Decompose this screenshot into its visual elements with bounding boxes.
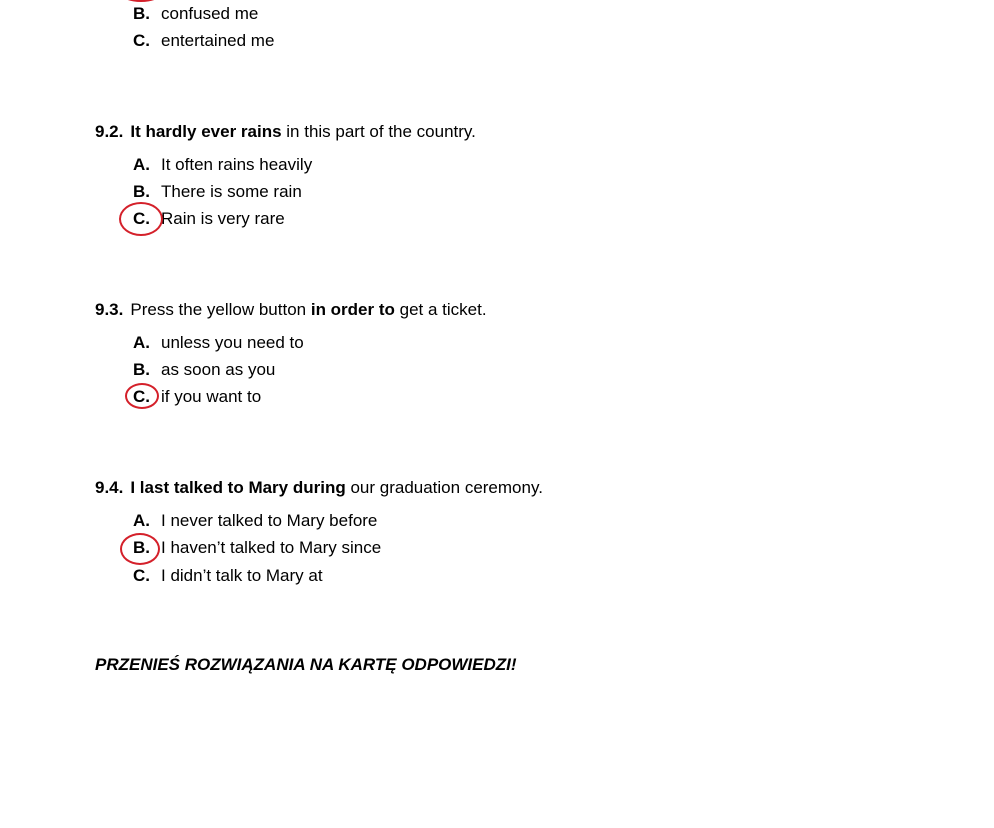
option-text: entertained me [161,31,275,50]
question-number: 9.2. [95,122,124,141]
question-9-4 [95,478,543,498]
option-letter: B. [133,4,150,23]
option-letter: C. [133,566,150,585]
option-text: confused me [161,4,259,23]
transfer-answers-instruction: PRZENIEŚ ROZWIĄZANIA NA KARTĘ ODPOWIEDZI! [95,655,517,674]
q2-option-a[interactable] [133,155,312,175]
option-letter: A. [133,333,150,352]
option-letter: A. [133,511,150,530]
option-text: I never talked to Mary before [161,511,378,530]
q3-option-b[interactable] [133,360,275,380]
option-letter: B. [133,538,150,557]
question-bold-text: in order to [310,300,395,319]
question-bold-text: It hardly ever rains [130,122,282,141]
question-text: get a ticket. [394,300,487,319]
q4-option-a[interactable] [133,511,377,531]
question-9-3 [95,300,487,320]
option-text: if you want to [161,387,262,406]
question-number: 9.4. [95,478,124,497]
option-text: Rain is very rare [161,209,285,228]
answer-circle-partial [121,0,161,2]
q3-option-a[interactable] [133,333,304,353]
answer-circle [119,202,163,236]
option-letter: C. [133,31,150,50]
option-text: unless you need to [161,333,304,352]
option-text: I haven’t talked to Mary since [161,538,382,557]
q2-option-b[interactable] [133,182,302,202]
question-number: 9.3. [95,300,124,319]
option-letter: B. [133,182,150,201]
q1-option-b[interactable] [133,4,258,24]
q4-option-b[interactable] [133,538,381,558]
option-text: There is some rain [161,182,302,201]
question-pre-text: Press the yellow button [130,300,311,319]
option-letter: B. [133,360,150,379]
q1-option-c[interactable] [133,31,274,51]
option-text: It often rains heavily [161,155,313,174]
option-letter: C. [133,387,150,406]
question-9-2 [95,122,476,142]
option-text: I didn’t talk to Mary at [161,566,323,585]
question-text: our graduation ceremony. [345,478,543,497]
option-text: as soon as you [161,360,276,379]
q4-option-c[interactable] [133,566,323,586]
answer-circle [120,533,160,565]
question-bold-text: I last talked to Mary during [130,478,346,497]
question-text: in this part of the country. [281,122,476,141]
answer-circle [125,383,159,409]
option-letter: C. [133,209,150,228]
option-letter: A. [133,155,150,174]
